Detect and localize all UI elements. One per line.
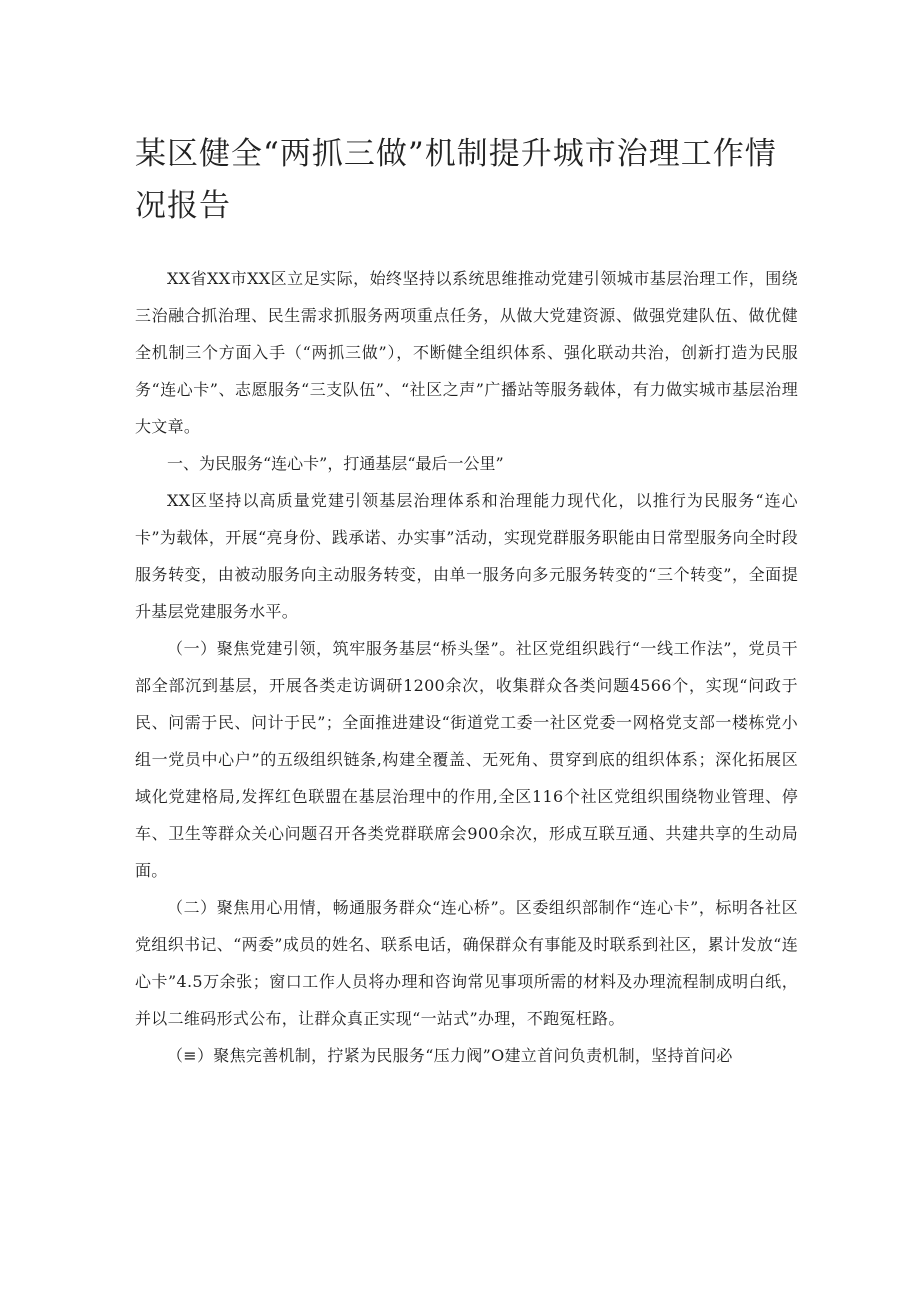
document-title: 某区健全“两抓三做”机制提升城市治理工作情况报告 (135, 136, 777, 224)
section-1-paragraph: XX区坚持以高质量党建引领基层治理体系和治理能力现代化，以推行为民服务“连心卡”为载体，开展“亮身份、践承诺、办实事”活动，实现党群服务职能由日常型服务向全时段服务转变，由被动服务向主动服务转变，由单一服务向多元服务转变的“三个转变”，全面提升基层党建服务水平。 (135, 491, 798, 621)
item-2-paragraph: （二）聚焦用心用情，畅通服务群众“连心桥”。区委组织部制作“连心卡”，标明各社区党组织书记、“两委”成员的姓名、联系电话，确保群众有事能及时联系到社区，累计发放“连心卡”4.5万余张；窗口工作人员将办理和咨询常见事项所需的材料及办理流程制成明白纸，并以二维码形式公布，让群众真正实现“一站式”办理，不跑冤枉路。 (135, 898, 798, 1028)
section-1-heading: 一、为民服务“连心卡”，打通基层“最后一公里” (167, 454, 504, 473)
document-page (135, 128, 798, 1074)
item-3-paragraph: （≡）聚焦完善机制，拧紧为民服务“压力阀”O建立首问负责机制，坚持首问必 (167, 1046, 733, 1065)
intro-paragraph: XX省XX市XX区立足实际，始终坚持以系统思维推动党建引领城市基层治理工作，围绕三治融合抓治理、民生需求抓服务两项重点任务，从做大党建资源、做强党建队伍、做优健全机制三个方面入手（“两抓三做”），不断健全组织体系、强化联动共治，创新打造为民服务“连心卡”、志愿服务“三支队伍”、“社区之声”广播站等服务载体，有力做实城市基层治理大文章。 (135, 269, 798, 436)
item-1-paragraph: （一）聚焦党建引领，筑牢服务基层“桥头堡”。社区党组织践行“一线工作法”，党员干部全部沉到基层，开展各类走访调研1200余次，收集群众各类问题4566个，实现“问政于民、问需于民、问计于民”；全面推进建设“街道党工委一社区党委一网格党支部一楼栋党小组一党员中心户”的五级组织链条,构建全覆盖、无死角、贯穿到底的组织体系；深化拓展区域化党建格局,发挥红色联盟在基层治理中的作用,全区116个社区党组织围绕物业管理、停车、卫生等群众关心问题召开各类党群联席会900余次，形成互联互通、共建共享的生动局面。 (135, 639, 798, 880)
